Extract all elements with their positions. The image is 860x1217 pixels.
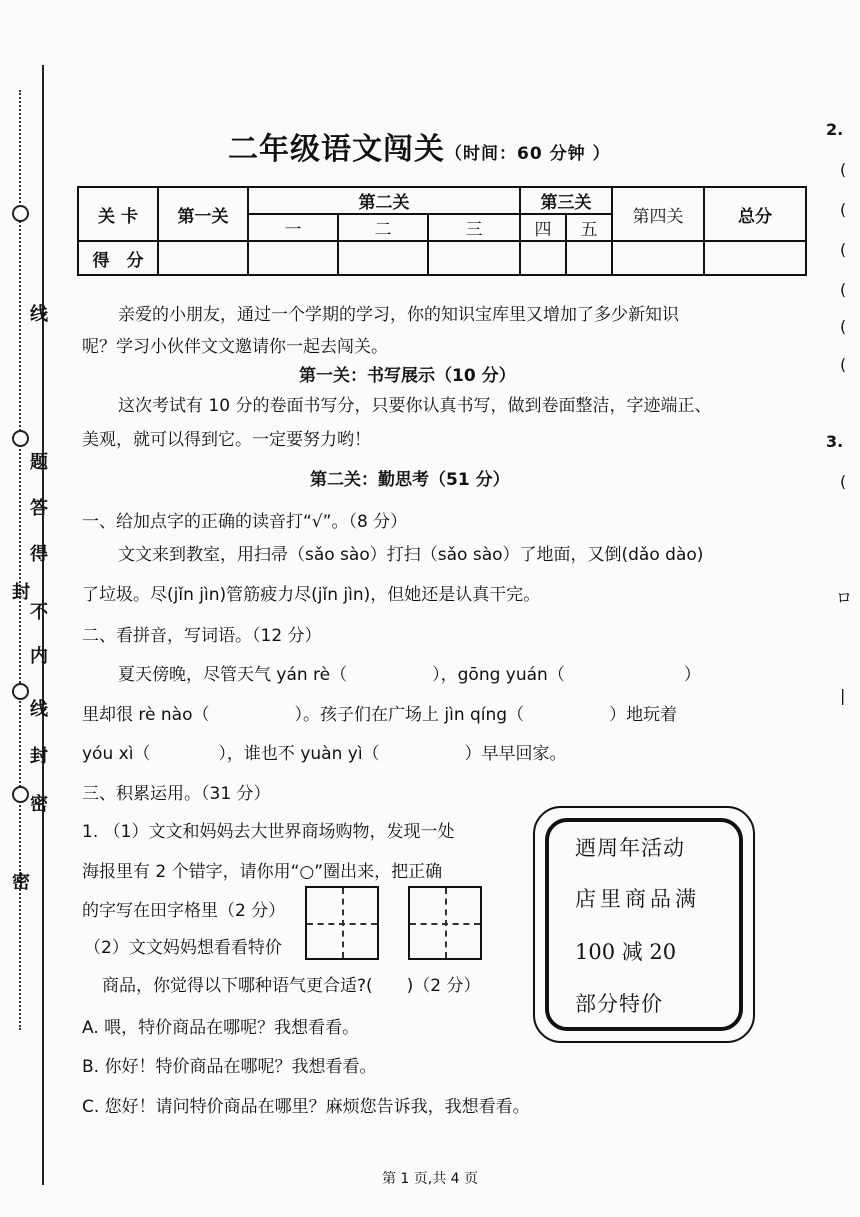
header-level-2: 第二关	[248, 187, 520, 214]
binding-char: 密	[12, 872, 30, 893]
sale-poster	[533, 806, 755, 1043]
header-level-1: 第一关	[158, 187, 248, 241]
binding-char: 不	[30, 602, 48, 623]
poster-line: 迺周年活动	[575, 836, 685, 860]
edge-mark: (	[840, 355, 847, 374]
tianzige-box[interactable]	[305, 886, 379, 960]
poster-line: 部分特价	[575, 992, 663, 1016]
edge-mark: (	[840, 240, 847, 259]
question-text: 海报里有 2 个错字，请你用“○”圈出来，把正确	[82, 862, 443, 882]
binding-circle	[12, 683, 29, 700]
page-title	[228, 124, 611, 168]
option-a[interactable]: A. 喂，特价商品在哪呢？我想看看。	[82, 1018, 360, 1038]
level1-text: 这次考试有 10 分的卷面书写分，只要你认真书写，做到卷面整洁，字迹端正、	[118, 396, 712, 416]
binding-char: 题	[30, 452, 48, 473]
header-level-3: 第三关	[520, 187, 612, 214]
question-text: 了垃圾。尽(jǐn jìn)管筋疲力尽(jǐn jìn)，但她还是认真干完。	[82, 585, 541, 605]
binding-char: 封	[12, 582, 30, 603]
edge-mark: (	[840, 280, 847, 299]
binding-circle	[12, 430, 29, 447]
question-text: 夏天傍晚，尽管天气 yán rè（ ），gōng yuán（ ）	[118, 665, 701, 685]
score-cell[interactable]	[428, 241, 520, 275]
binding-circle	[12, 205, 29, 222]
edge-glyph: |	[840, 686, 846, 705]
option-c[interactable]: C. 您好！请问特价商品在哪里？麻烦您告诉我，我想看看。	[82, 1097, 530, 1117]
level2-heading: 第二关：勤思考（51 分）	[310, 470, 510, 490]
question-text: 里却很 rè nào（ ）。孩子们在广场上 jìn qíng（ ）地玩着	[82, 705, 678, 725]
binding-rule	[42, 65, 44, 1185]
header-part: 四	[520, 214, 566, 241]
question-title: 三、积累运用。（31 分）	[82, 784, 271, 804]
header-part: 三	[428, 214, 520, 241]
edge-number: 3.	[826, 432, 844, 451]
score-cell[interactable]	[158, 241, 248, 275]
poster-line: 100 减 20	[575, 940, 677, 964]
score-label: 得 分	[78, 241, 158, 275]
question-title: 二、看拼音，写词语。（12 分）	[82, 626, 322, 646]
edge-mark: (	[840, 160, 847, 179]
title-time: （时间：60 分钟 ）	[445, 144, 611, 164]
header-part: 二	[338, 214, 428, 241]
edge-number: 2.	[826, 120, 844, 139]
score-cell[interactable]	[566, 241, 612, 275]
score-cell[interactable]	[338, 241, 428, 275]
option-b[interactable]: B. 你好！特价商品在哪呢？我想看看。	[82, 1057, 377, 1077]
binding-char: 内	[30, 646, 48, 667]
question-text: 文文来到教室，用扫帚（sǎo sào）打扫（sǎo sào）了地面，又倒(dǎo dào)	[118, 545, 704, 565]
intro-line: 亲爱的小朋友，通过一个学期的学习，你的知识宝库里又增加了多少新知识	[118, 305, 679, 325]
score-cell[interactable]	[612, 241, 704, 275]
question-text: 商品，你觉得以下哪种语气更合适?( )（2 分）	[102, 976, 481, 996]
level1-text: 美观，就可以得到它。一定要努力哟！	[82, 430, 371, 450]
score-cell[interactable]	[704, 241, 806, 275]
binding-char: 得	[30, 544, 48, 565]
header-part: 五	[566, 214, 612, 241]
question-title: 一、给加点字的正确的读音打“√”。（8 分）	[82, 512, 408, 532]
edge-glyph: ロ	[836, 588, 853, 607]
edge-mark: (	[840, 200, 847, 219]
edge-mark: (	[840, 472, 847, 491]
tianzige-box[interactable]	[408, 886, 482, 960]
binding-char: 密	[30, 794, 48, 815]
question-text: 1. （1）文文和妈妈去大世界商场购物，发现一处	[82, 822, 455, 842]
question-text: 的字写在田字格里（2 分）	[82, 901, 286, 921]
binding-char: 线	[30, 699, 48, 720]
header-checkpoint: 关 卡	[78, 187, 158, 241]
score-table	[77, 186, 807, 276]
header-level-4: 第四关	[612, 187, 704, 241]
score-cell[interactable]	[520, 241, 566, 275]
header-total: 总分	[704, 187, 806, 241]
poster-line: 店里商品满	[575, 887, 700, 911]
binding-circle	[12, 786, 29, 803]
question-text: （2）文文妈妈想看看特价	[84, 938, 282, 958]
edge-mark: (	[840, 317, 847, 336]
binding-char: 答	[30, 498, 48, 519]
binding-char: 封	[30, 746, 48, 767]
intro-line: 呢？学习小伙伴文文邀请你一起去闯关。	[82, 337, 388, 357]
level1-heading: 第一关：书写展示（10 分）	[299, 366, 516, 386]
score-cell[interactable]	[248, 241, 338, 275]
header-part: 一	[248, 214, 338, 241]
question-text: yóu xì（ ），谁也不 yuàn yì（ ）早早回家。	[82, 744, 567, 764]
title-main: 二年级语文闯关	[228, 132, 445, 167]
binding-char: 线	[30, 304, 48, 325]
page-footer: 第 1 页,共 4 页	[381, 1171, 479, 1187]
